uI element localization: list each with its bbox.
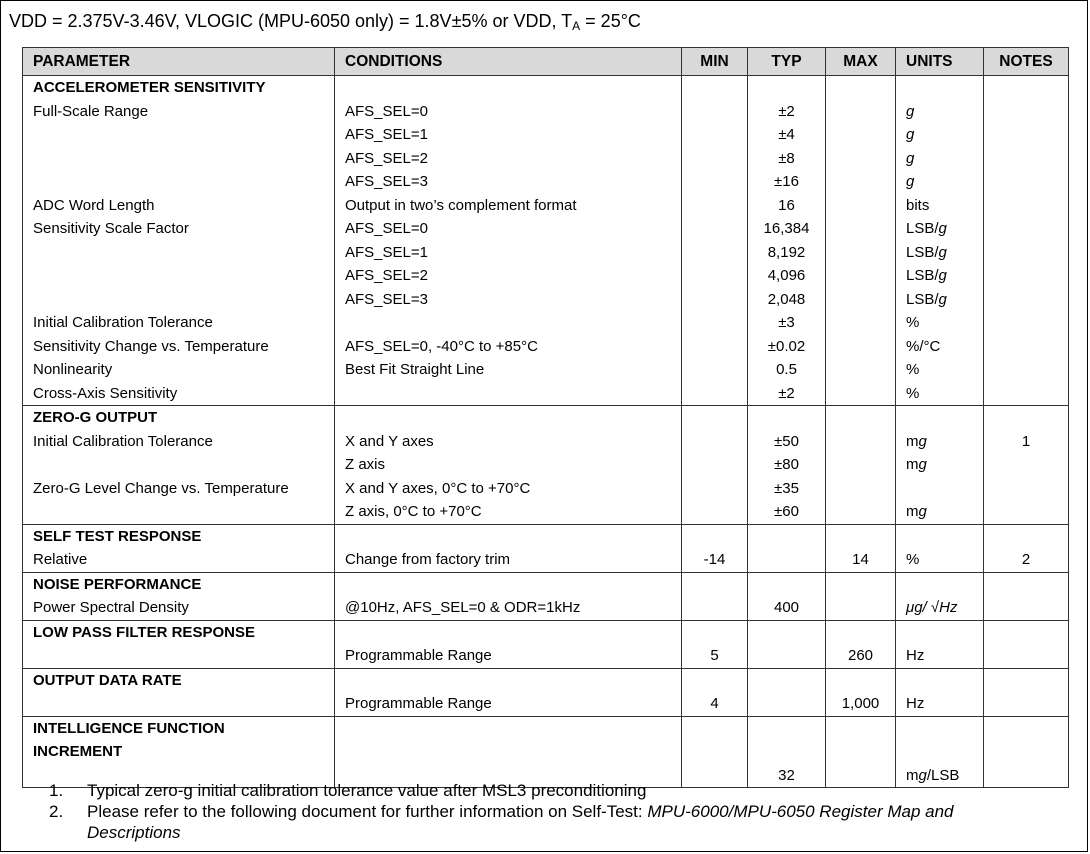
units-value: % xyxy=(906,361,920,378)
conditions-value: AFS_SEL=0 xyxy=(345,220,428,237)
parameter-value: Zero-G Level Change vs. Temperature xyxy=(33,479,289,497)
parameter-value: Sensitivity Change vs. Temperature xyxy=(33,337,269,355)
table-group xyxy=(23,716,1069,788)
typ-cell xyxy=(748,76,826,406)
min-cell xyxy=(682,76,748,406)
conditions-value: AFS_SEL=0 xyxy=(345,102,428,120)
footnote-number: 2. xyxy=(49,802,64,821)
conditions-subscript: A xyxy=(572,19,581,33)
footnotes xyxy=(49,780,1047,843)
conditions-value xyxy=(345,382,671,406)
notes-value xyxy=(994,217,1058,241)
typ-value: 16 xyxy=(778,196,795,214)
conditions-value: Z axis, 0°C to +70°C xyxy=(345,503,482,520)
typ-value: ±4 xyxy=(778,126,795,143)
parameter-value: ADC Word Length xyxy=(33,196,155,214)
typ-cell xyxy=(748,716,826,788)
conditions-value xyxy=(345,311,671,335)
header-typ: TYP xyxy=(748,48,826,76)
group-title: OUTPUT DATA RATE xyxy=(33,671,182,689)
min-cell xyxy=(682,572,748,620)
conditions-value: Programmable Range xyxy=(345,695,492,712)
footnote-number: 1. xyxy=(49,781,64,800)
min-value xyxy=(692,477,737,501)
typ-value: ±35 xyxy=(774,479,799,497)
spacer-line xyxy=(836,621,885,645)
spacer-line xyxy=(758,76,815,100)
header-notes: NOTES xyxy=(984,48,1069,76)
notes-value xyxy=(994,453,1058,477)
notes-cell xyxy=(984,524,1069,572)
spacer-line xyxy=(906,406,973,430)
min-value: 4 xyxy=(710,695,719,712)
group-title: INTELLIGENCE FUNCTION xyxy=(33,719,225,737)
spacer-line xyxy=(692,740,737,764)
parameter-cell xyxy=(23,620,335,668)
max-value: 260 xyxy=(847,647,874,664)
notes-value xyxy=(994,335,1058,359)
spacer-line xyxy=(345,717,671,741)
footnote-text xyxy=(87,801,1047,843)
spacer-line xyxy=(345,525,671,549)
parameter-value xyxy=(33,453,324,477)
parameter-value xyxy=(33,241,324,265)
footnote-2 xyxy=(49,801,1047,843)
typ-value: ±16 xyxy=(774,173,799,190)
accelerometer-spec-table xyxy=(22,47,1069,788)
conditions-cell xyxy=(335,76,682,406)
units-cell xyxy=(896,716,984,788)
conditions-cell xyxy=(335,620,682,668)
footnote-body: Please refer to the following document for further information on Self-Test: xyxy=(87,802,648,821)
notes-cell xyxy=(984,620,1069,668)
header-max: MAX xyxy=(826,48,896,76)
table-group xyxy=(23,76,1069,406)
parameter-value xyxy=(33,147,324,171)
operating-conditions xyxy=(9,11,641,33)
units-value: % xyxy=(906,384,920,402)
typ-value: 0.5 xyxy=(776,361,797,378)
typ-value: 400 xyxy=(773,599,800,616)
spacer-line xyxy=(906,669,973,693)
parameter-value: Power Spectral Density xyxy=(33,599,189,616)
conditions-value: AFS_SEL=3 xyxy=(345,173,428,190)
spacer-line xyxy=(836,669,885,693)
max-value xyxy=(836,288,885,312)
typ-cell xyxy=(748,668,826,716)
header-units: UNITS xyxy=(896,48,984,76)
spacer-line xyxy=(692,573,737,597)
spacer-line xyxy=(994,740,1058,764)
parameter-value: Nonlinearity xyxy=(33,361,113,378)
max-cell xyxy=(826,668,896,716)
min-cell xyxy=(682,524,748,572)
conditions-value: AFS_SEL=1 xyxy=(345,243,428,261)
max-cell xyxy=(826,524,896,572)
min-value xyxy=(692,147,737,171)
conditions-value: Output in two’s complement format xyxy=(345,196,577,214)
parameter-cell xyxy=(23,572,335,620)
max-value xyxy=(836,241,885,265)
conditions-value: Z axis xyxy=(345,456,386,473)
max-value xyxy=(836,170,885,194)
typ-value: ±0.02 xyxy=(767,337,806,355)
spacer-line xyxy=(758,621,815,645)
max-value xyxy=(836,335,885,359)
units-cell xyxy=(896,620,984,668)
spacer-line xyxy=(758,525,815,549)
max-value xyxy=(836,477,885,501)
units-cell xyxy=(896,572,984,620)
max-value xyxy=(836,453,885,477)
conditions-value: X and Y axes xyxy=(345,432,434,450)
notes-value xyxy=(994,596,1058,620)
units-value: mg xyxy=(906,456,927,473)
max-cell xyxy=(826,716,896,788)
table-header-row xyxy=(23,48,1069,76)
notes-value xyxy=(994,123,1058,147)
typ-cell xyxy=(748,620,826,668)
spacer-line xyxy=(692,717,737,741)
spacer-line xyxy=(994,669,1058,693)
max-cell xyxy=(826,572,896,620)
units-value xyxy=(906,477,973,501)
notes-value: 1 xyxy=(1021,432,1031,450)
conditions-value: Programmable Range xyxy=(345,647,492,664)
max-value xyxy=(836,217,885,241)
spacer-line xyxy=(758,717,815,741)
spacer-line xyxy=(836,717,885,741)
conditions-suffix: = 25°C xyxy=(580,11,641,31)
parameter-value xyxy=(33,692,324,716)
units-value: LSB/g xyxy=(906,220,947,237)
spacer-line xyxy=(758,740,815,764)
table-group xyxy=(23,406,1069,525)
parameter-cell xyxy=(23,668,335,716)
spacer-line xyxy=(345,621,671,645)
spacer-line xyxy=(836,573,885,597)
max-value: 14 xyxy=(852,551,869,568)
min-cell xyxy=(682,620,748,668)
spacer-line xyxy=(692,76,737,100)
footnote-1 xyxy=(49,780,1047,801)
notes-value xyxy=(994,241,1058,265)
parameter-value: Sensitivity Scale Factor xyxy=(33,220,189,237)
min-value xyxy=(692,358,737,382)
units-value: mg/LSB xyxy=(906,766,960,784)
max-value xyxy=(836,194,885,218)
min-cell xyxy=(682,406,748,525)
conditions-value: Best Fit Straight Line xyxy=(345,361,485,378)
units-value: LSB/g xyxy=(906,243,947,261)
min-value xyxy=(692,335,737,359)
notes-cell xyxy=(984,406,1069,525)
conditions-cell xyxy=(335,572,682,620)
notes-value xyxy=(994,147,1058,171)
max-value xyxy=(836,358,885,382)
spacer-line xyxy=(692,669,737,693)
notes-value xyxy=(994,692,1058,716)
spacer-line xyxy=(906,740,973,764)
units-value: % xyxy=(906,551,920,568)
parameter-cell xyxy=(23,716,335,788)
min-value xyxy=(692,382,737,406)
spacer-line xyxy=(906,76,973,100)
conditions-value: AFS_SEL=2 xyxy=(345,267,428,284)
min-value: 5 xyxy=(710,647,719,664)
spacer-line xyxy=(994,525,1058,549)
conditions-text: VDD = 2.375V-3.46V, VLOGIC (MPU-6050 only) = 1.8V±5% or VDD, T xyxy=(9,11,573,31)
spacer-line xyxy=(994,406,1058,430)
parameter-cell xyxy=(23,76,335,406)
min-value xyxy=(692,264,737,288)
typ-value: ±60 xyxy=(774,503,799,520)
notes-value xyxy=(994,311,1058,335)
typ-value xyxy=(758,692,815,716)
units-cell xyxy=(896,406,984,525)
parameter-value xyxy=(33,264,324,288)
spacer-line xyxy=(345,573,671,597)
notes-value xyxy=(994,288,1058,312)
max-value: 1,000 xyxy=(841,695,880,712)
parameter-cell xyxy=(23,524,335,572)
max-cell xyxy=(826,620,896,668)
typ-value: ±50 xyxy=(774,432,799,450)
min-value xyxy=(692,194,737,218)
conditions-value: AFS_SEL=2 xyxy=(345,149,428,167)
min-value xyxy=(692,311,737,335)
table-group xyxy=(23,524,1069,572)
units-value: μg/ √Hz xyxy=(906,599,958,616)
conditions-value: Change from factory trim xyxy=(345,551,511,568)
min-value xyxy=(692,288,737,312)
units-cell xyxy=(896,524,984,572)
footnote-document-title: MPU-6000/MPU-6050 Register Map and Descriptions xyxy=(87,802,954,842)
spacer-line xyxy=(994,76,1058,100)
units-value: LSB/g xyxy=(906,267,947,284)
parameter-value: Relative xyxy=(33,551,88,568)
spacer-line xyxy=(836,740,885,764)
header-conditions: CONDITIONS xyxy=(335,48,682,76)
spacer-line xyxy=(836,76,885,100)
spacer-line xyxy=(906,621,973,645)
min-value xyxy=(692,123,737,147)
typ-value: ±8 xyxy=(778,149,795,167)
typ-value: ±3 xyxy=(778,314,795,331)
typ-value xyxy=(758,644,815,668)
spacer-line xyxy=(994,621,1058,645)
parameter-value xyxy=(33,170,324,194)
typ-value: ±2 xyxy=(778,102,795,120)
spacer-line xyxy=(906,717,973,741)
group-title: ACCELEROMETER SENSITIVITY xyxy=(33,79,266,96)
typ-value: 32 xyxy=(778,766,795,784)
max-value xyxy=(836,500,885,524)
max-value xyxy=(836,596,885,620)
units-value: LSB/g xyxy=(906,290,947,308)
conditions-value: AFS_SEL=1 xyxy=(345,126,428,143)
typ-value: 16,384 xyxy=(763,220,810,237)
group-title: INCREMENT xyxy=(33,743,123,760)
spacer-line xyxy=(758,669,815,693)
group-title: LOW PASS FILTER RESPONSE xyxy=(33,623,255,641)
units-value: % xyxy=(906,314,920,331)
spacer-line xyxy=(692,525,737,549)
parameter-cell xyxy=(23,406,335,525)
notes-value xyxy=(994,644,1058,668)
max-cell xyxy=(826,406,896,525)
min-cell xyxy=(682,668,748,716)
table-body xyxy=(23,76,1069,788)
notes-value xyxy=(994,500,1058,524)
spacer-line xyxy=(692,406,737,430)
footnote-text: Typical zero-g initial calibration tolerance value after MSL3 preconditioning xyxy=(87,781,647,800)
group-title: SELF TEST RESPONSE xyxy=(33,527,202,545)
units-value: mg xyxy=(906,432,927,450)
min-value xyxy=(692,170,737,194)
max-value xyxy=(836,100,885,124)
table-group xyxy=(23,572,1069,620)
conditions-value: AFS_SEL=0, -40°C to +85°C xyxy=(345,337,538,355)
units-cell xyxy=(896,668,984,716)
notes-cell xyxy=(984,668,1069,716)
min-value: -14 xyxy=(703,551,726,568)
table-group xyxy=(23,620,1069,668)
units-value: g xyxy=(906,173,915,190)
units-value: g xyxy=(906,149,915,167)
notes-value: 2 xyxy=(1021,551,1031,568)
units-value: Hz xyxy=(906,695,925,712)
notes-value xyxy=(994,477,1058,501)
conditions-cell xyxy=(335,406,682,525)
max-value xyxy=(836,123,885,147)
parameter-value xyxy=(33,123,324,147)
parameter-value: Full-Scale Range xyxy=(33,102,149,120)
table-group xyxy=(23,668,1069,716)
notes-value xyxy=(994,194,1058,218)
typ-cell xyxy=(748,572,826,620)
header-parameter: PARAMETER xyxy=(23,48,335,76)
spacer-line xyxy=(692,621,737,645)
parameter-value xyxy=(33,644,324,668)
min-value xyxy=(692,241,737,265)
group-title: ZERO-G OUTPUT xyxy=(33,409,158,426)
min-value xyxy=(692,100,737,124)
notes-cell xyxy=(984,572,1069,620)
parameter-value xyxy=(33,500,324,524)
typ-value: 2,048 xyxy=(767,290,806,308)
spacer-line xyxy=(345,76,671,100)
max-value xyxy=(836,382,885,406)
typ-value: 4,096 xyxy=(767,267,806,284)
spacer-line xyxy=(345,669,671,693)
parameter-value: Initial Calibration Tolerance xyxy=(33,314,213,331)
units-value: g xyxy=(906,102,915,120)
spacer-line xyxy=(758,573,815,597)
max-value xyxy=(836,430,885,454)
notes-cell xyxy=(984,716,1069,788)
parameter-value xyxy=(33,288,324,312)
spacer-line xyxy=(906,573,973,597)
min-value xyxy=(692,430,737,454)
units-value: Hz xyxy=(906,647,925,664)
min-cell xyxy=(682,716,748,788)
conditions-value: AFS_SEL=3 xyxy=(345,290,428,308)
conditions-cell xyxy=(335,524,682,572)
min-value xyxy=(692,217,737,241)
spacer-line xyxy=(836,525,885,549)
units-value: g xyxy=(906,126,915,143)
notes-cell xyxy=(984,76,1069,406)
units-value: %/°C xyxy=(906,337,941,355)
spacer-line xyxy=(345,740,671,764)
typ-cell xyxy=(748,406,826,525)
min-value xyxy=(692,500,737,524)
conditions-value: @10Hz, AFS_SEL=0 & ODR=1kHz xyxy=(345,599,581,616)
header-min: MIN xyxy=(682,48,748,76)
typ-value xyxy=(758,548,815,572)
spacer-line xyxy=(836,406,885,430)
min-value xyxy=(692,453,737,477)
min-value xyxy=(692,596,737,620)
max-value xyxy=(836,311,885,335)
typ-value: ±2 xyxy=(778,384,795,402)
conditions-cell xyxy=(335,716,682,788)
typ-value: ±80 xyxy=(774,456,799,473)
spacer-line xyxy=(994,573,1058,597)
conditions-cell xyxy=(335,668,682,716)
parameter-value: Cross-Axis Sensitivity xyxy=(33,384,178,402)
units-value: bits xyxy=(906,196,930,214)
units-cell xyxy=(896,76,984,406)
spacer-line xyxy=(994,717,1058,741)
spacer-line xyxy=(906,525,973,549)
notes-value xyxy=(994,264,1058,288)
notes-value xyxy=(994,100,1058,124)
group-title: NOISE PERFORMANCE xyxy=(33,575,202,593)
max-cell xyxy=(826,76,896,406)
max-value xyxy=(836,264,885,288)
units-value: mg xyxy=(906,503,927,520)
notes-value xyxy=(994,382,1058,406)
notes-value xyxy=(994,170,1058,194)
spacer-line xyxy=(345,406,671,430)
typ-value: 8,192 xyxy=(767,243,806,261)
notes-value xyxy=(994,358,1058,382)
max-value xyxy=(836,147,885,171)
spacer-line xyxy=(758,406,815,430)
conditions-value: X and Y axes, 0°C to +70°C xyxy=(345,479,531,497)
typ-cell xyxy=(748,524,826,572)
parameter-value: Initial Calibration Tolerance xyxy=(33,432,213,450)
